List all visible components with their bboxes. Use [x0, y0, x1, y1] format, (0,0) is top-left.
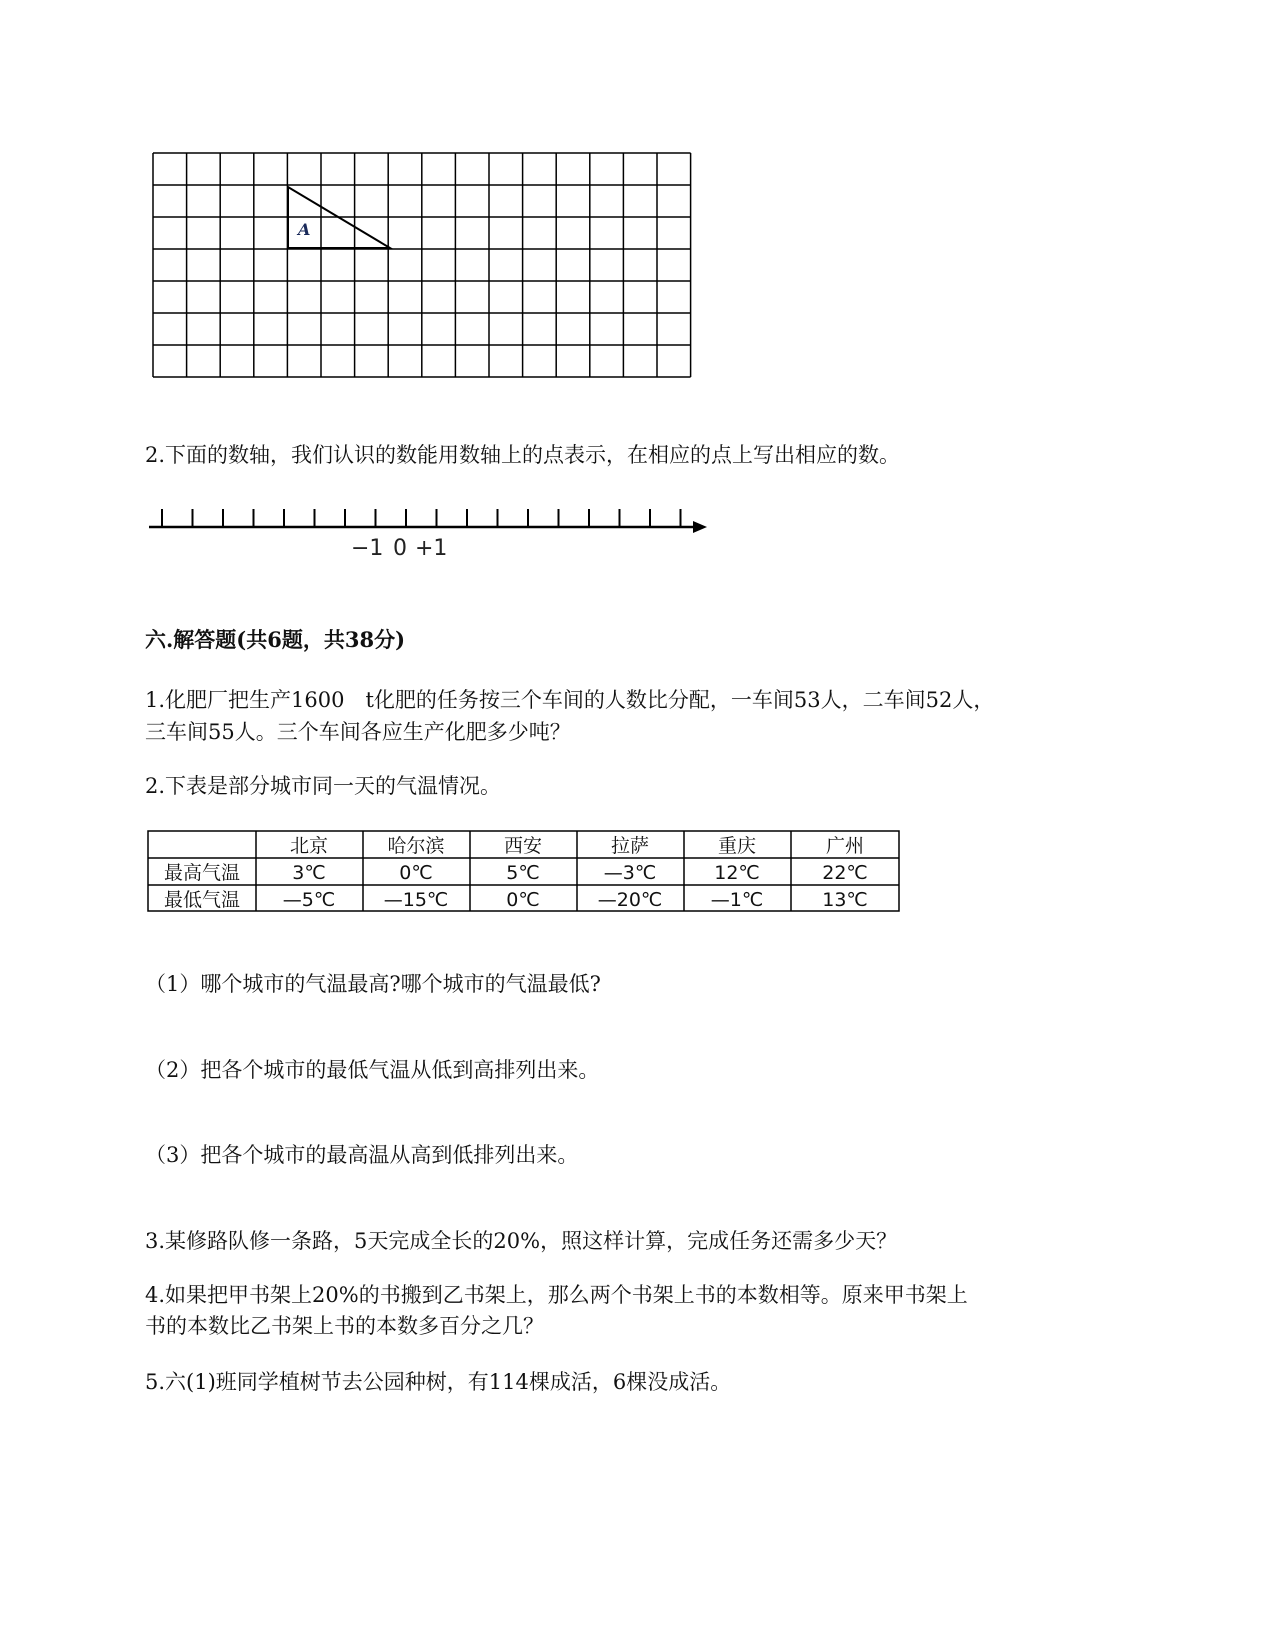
table-row-label-high: 最高气温 [163, 862, 241, 884]
problem-2-sub-2: （2）把各个城市的最低气温从低到高排列出来。 [145, 1058, 600, 1082]
problem-3: 3.某修路队修一条路，5天完成全长的20%，照这样计算，完成任务还需多少天？ [145, 1229, 898, 1253]
grid-lines [153, 153, 691, 377]
temperature-table [145, 830, 905, 920]
number-line-arrow-icon [693, 521, 707, 533]
table-cell: 22℃ [822, 862, 868, 884]
number-line [145, 500, 725, 570]
problem-4-line-1: 4.如果把甲书架上20%的书搬到乙书架上，那么两个书架上书的本数相等。原来甲书架上 [145, 1283, 968, 1307]
problem-4-line-2: 书的本数比乙书架上书的本数多百分之几？ [145, 1314, 544, 1338]
problem-2-sub-3: （3）把各个城市的最高温从高到低排列出来。 [145, 1143, 579, 1167]
table-cell: —3℃ [603, 862, 657, 884]
number-line-label-minus1: −1 [351, 536, 384, 561]
number-line-label-plus1: +1 [415, 536, 448, 561]
table-header-xian: 西安 [503, 835, 543, 857]
number-line-label-0: 0 [393, 536, 407, 561]
table-cell: —15℃ [383, 889, 449, 911]
table-header-chongqing: 重庆 [717, 835, 757, 857]
table-cell: —1℃ [710, 889, 764, 911]
problem-2-sub-1: （1）哪个城市的气温最高?哪个城市的气温最低? [145, 972, 601, 996]
table-cell: 13℃ [822, 889, 868, 911]
numberline-question: 2.下面的数轴，我们认识的数能用数轴上的点表示，在相应的点上写出相应的数。 [145, 443, 901, 467]
table-header-beijing: 北京 [289, 835, 329, 857]
table-cell: —20℃ [597, 889, 663, 911]
table-row-label-low: 最低气温 [163, 889, 241, 911]
problem-1-line-2: 三车间55人。三个车间各应生产化肥多少吨？ [145, 720, 571, 744]
section-heading: 六.解答题(共6题，共38分) [145, 627, 406, 652]
table-cell: 3℃ [292, 862, 326, 884]
table-cell: —5℃ [282, 889, 336, 911]
grid-figure [150, 150, 700, 390]
number-line-ticks [162, 509, 681, 527]
table-cell: 12℃ [714, 862, 760, 884]
table-header-harbin: 哈尔滨 [387, 835, 445, 857]
problem-5: 5.六(1)班同学植树节去公园种树，有114棵成活，6棵没成活。 [145, 1370, 732, 1394]
problem-1-line-1: 1.化肥厂把生产1600 t化肥的任务按三个车间的人数比分配，一车间53人，二车间52人， [145, 688, 995, 712]
table-header-lhasa: 拉萨 [610, 835, 650, 857]
problem-2: 2.下表是部分城市同一天的气温情况。 [145, 774, 502, 798]
triangle-label: A [298, 220, 311, 239]
table-cell: 0℃ [506, 889, 540, 911]
table-cell: 0℃ [399, 862, 433, 884]
table-cell: 5℃ [506, 862, 540, 884]
table-header-guangzhou: 广州 [825, 835, 865, 857]
